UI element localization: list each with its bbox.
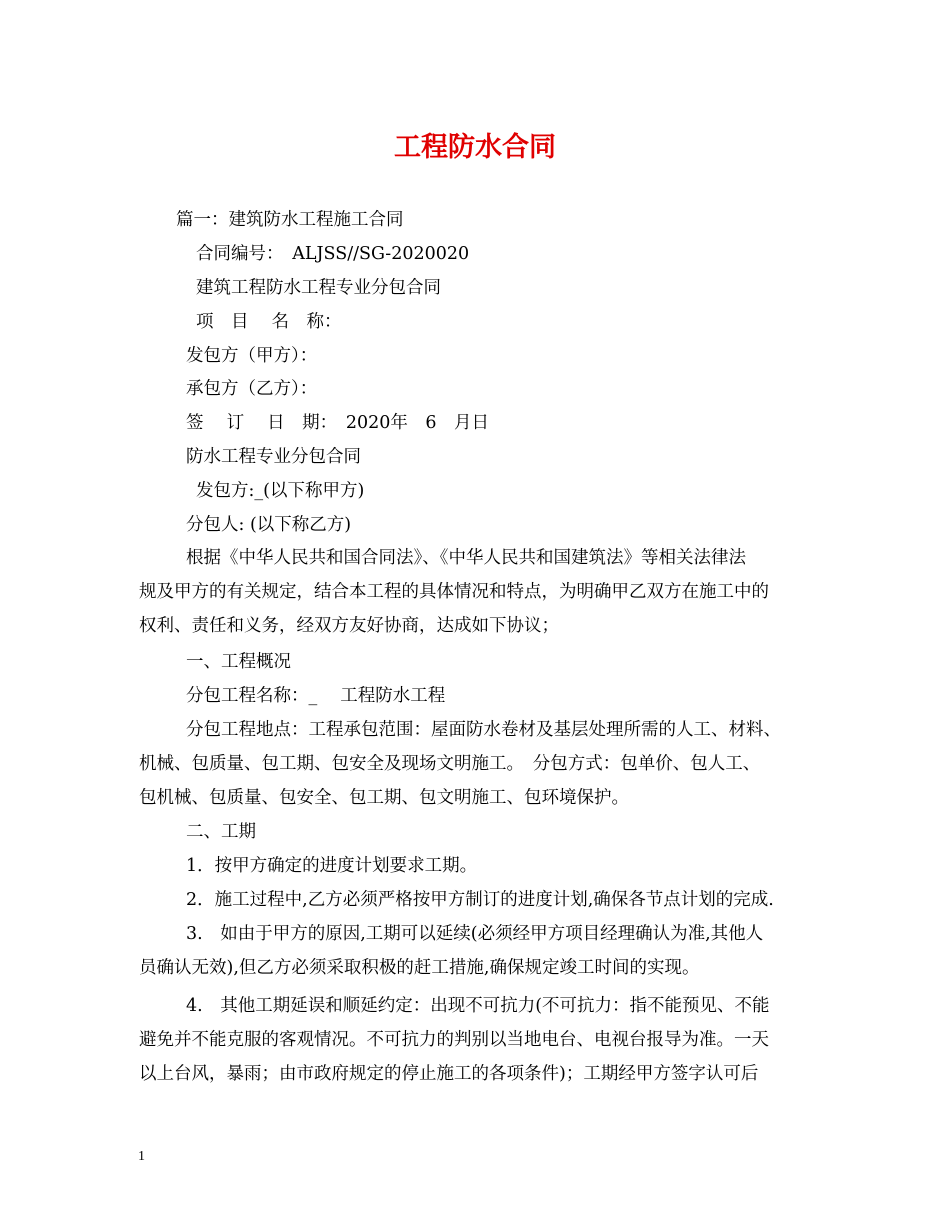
text-line-paragraph: 以上台风，暴雨；由市政府规定的停止施工的各项条件)；工期经甲方签字认可后 <box>139 1064 759 1084</box>
text-line-party-b: 承包方（乙方）： <box>186 379 318 399</box>
text-line-paragraph: 员确认无效),但乙方必须采取积极的赶工措施,确保规定竣工时间的实现。 <box>139 958 700 978</box>
text-line-paragraph: 规及甲方的有关规定，结合本工程的具体情况和特点，为明确甲乙双方在施工中的 <box>139 582 769 602</box>
text-line-item-2: 2．施工过程中,乙方必须严格按甲方制订的进度计划,确保各节点计划的完成. <box>186 890 774 910</box>
text-line-paragraph: 包机械、包质量、包安全、包工期、包文明施工、包环境保护。 <box>139 788 629 808</box>
page-number: 1 <box>138 1149 145 1164</box>
text-line-sign-date: 签 订 日 期： 2020年 6 月日 <box>186 413 490 433</box>
document-title: 工程防水合同 <box>394 132 556 163</box>
text-line-heading-overview: 一、工程概况 <box>186 652 291 672</box>
text-line-paragraph: 根据《中华人民共和国合同法》、《中华人民共和国建筑法》等相关法律法 <box>186 548 746 568</box>
text-line-paragraph: 避免并不能克服的客观情况。不可抗力的判别以当地电台、电视台报导为准。一天 <box>139 1030 769 1050</box>
text-line-item-4: 4. 其他工期延误和顺延约定：出现不可抗力(不可抗力：指不能预见、不能 <box>186 996 770 1016</box>
text-line-heading-schedule: 二、工期 <box>186 822 256 842</box>
text-line-contractor: 发包方:_(以下称甲方) <box>196 481 365 501</box>
text-line-party-a: 发包方（甲方）： <box>186 346 318 366</box>
text-line-paragraph: 权利、责任和义务，经双方友好协商，达成如下协议； <box>139 616 559 636</box>
text-line-subcontractor: 分包人: (以下称乙方) <box>186 515 352 535</box>
text-line-project-name: 项 目 名 称： <box>196 312 342 332</box>
text-line-item-1: 1．按甲方确定的进度计划要求工期。 <box>186 856 478 876</box>
text-line-contract-number: 合同编号： ALJSS//SG-2020020 <box>196 244 470 264</box>
text-line-subcontract-title: 防水工程专业分包合同 <box>186 447 361 467</box>
text-line-paragraph: 机械、包质量、包工期、包安全及现场文明施工。 分包方式：包单价、包人工、 <box>139 754 761 774</box>
text-line-contract-name: 建筑工程防水工程专业分包合同 <box>196 278 441 298</box>
text-line-project-title: 分包工程名称：_ 工程防水工程 <box>186 686 446 706</box>
text-line-item-3: 3. 如由于甲方的原因,工期可以延续(必须经甲方项目经理确认为准,其他人 <box>186 924 764 944</box>
text-line-section-heading: 篇一：建筑防水工程施工合同 <box>176 210 404 230</box>
text-line-paragraph: 分包工程地点：工程承包范围：屋面防水卷材及基层处理所需的人工、材料、 <box>186 720 781 740</box>
